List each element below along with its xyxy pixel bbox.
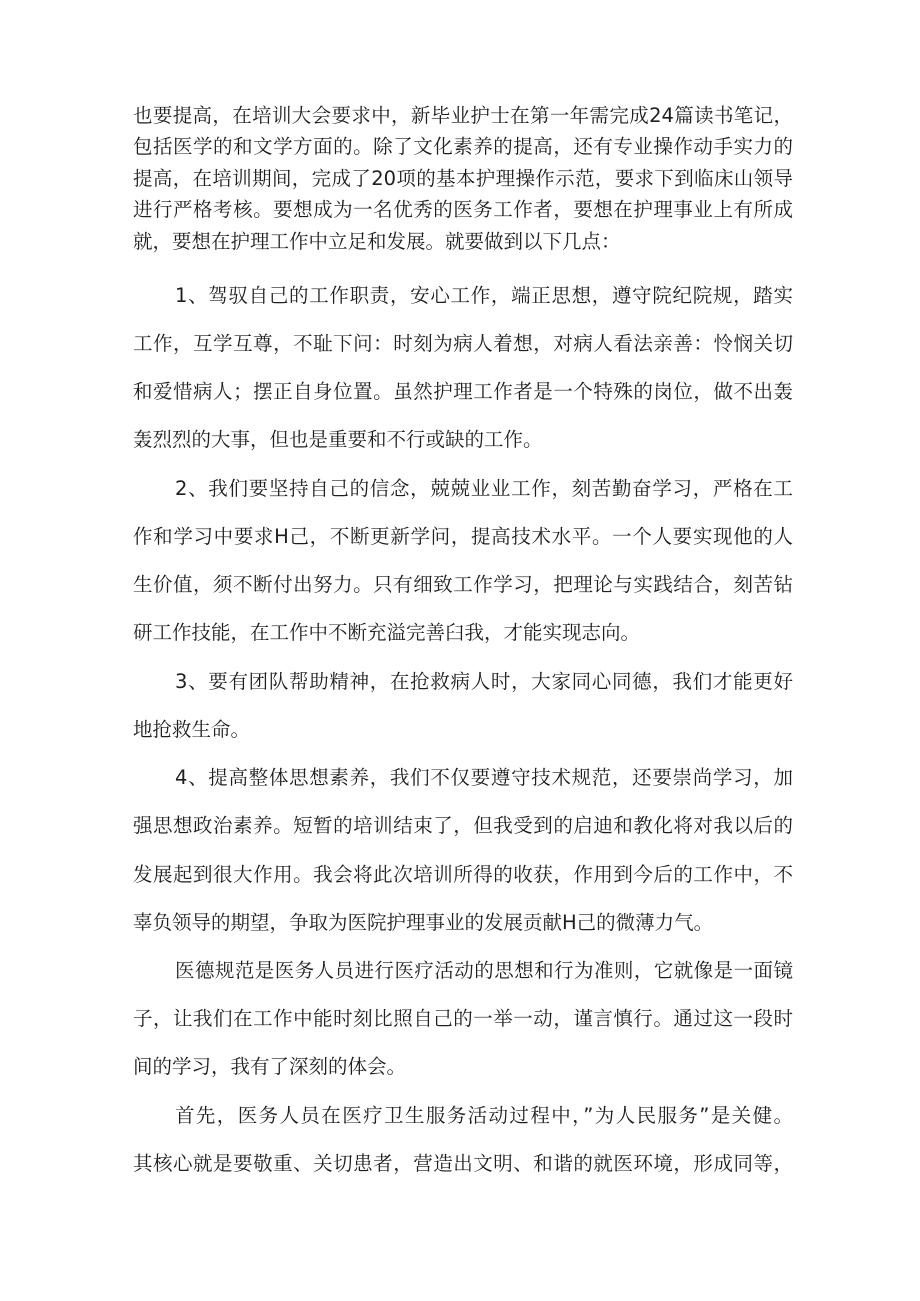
text-line: 提高，在培训期间，完成了20项的基本护理操作示范，要求下到临床山领导 <box>133 167 793 190</box>
text-line: 地抢救生命。 <box>133 718 251 741</box>
list-item-3-text: 3、要有团队帮助精神，在抢救病人时，大家同心同德，我们才能更好 <box>175 670 793 693</box>
text-line: 和爱惜病人；摆正自身位置。虽然护理工作者是一个特殊的岗位，做不出轰 <box>133 380 793 403</box>
text-line: 发展起到很大作用。我会将此次培训所得的收获，作用到今后的工作中，不 <box>133 863 793 886</box>
text-line: 辜负领导的期望，争取为医院护理事业的发展贡献H己的微薄力气。 <box>133 911 714 934</box>
text-line: 间的学习，我有了深刻的体会。 <box>133 1055 407 1078</box>
text-line: 作和学习中要求H己，不断更新学问，提高技术水平。一个人要实现他的人 <box>133 525 793 548</box>
text-line: 就，要想在护理工作中立足和发展。就要做到以下几点： <box>133 230 621 253</box>
text-line: 工作，互学互尊，不耻下问：时刻为病人着想，对病人看法亲善：怜悯关切 <box>133 332 793 355</box>
text-line: 也要提高，在培训大会要求中，新毕业护士在第一年需完成24篇读书笔记， <box>133 104 793 127</box>
text-line: 强思想政治素养。短暂的培训结束了，但我受到的启迪和教化将对我以后的 <box>133 814 793 837</box>
list-item-4-text: 4、提高整体思想素养，我们不仅要遵守技术规范，还要崇尚学习，加 <box>175 766 793 789</box>
text-line: 研工作技能，在工作中不断充溢完善臼我，才能实现志向。 <box>133 621 641 644</box>
text-line: 子，让我们在工作中能时刻比照自己的一举一动，谨言慎行。通过这一段时 <box>133 1007 793 1030</box>
text-line: 进行严格考核。要想成为一名优秀的医务工作者，要想在护理事业上有所成 <box>133 198 793 221</box>
list-item-1-text: 1、驾驭自己的工作职责，安心工作，端正思想，遵守院纪院规，踏实 <box>175 284 793 307</box>
paragraph-text: 首先，医务人员在医疗卫生服务活动过程中，”为人民服务”是关健。 <box>175 1104 793 1127</box>
list-item-2-text: 2、我们要坚持自己的信念，兢兢业业工作，刻苦勤奋学习，严格在工 <box>175 477 793 500</box>
text-line: 其核心就是要敬重、关切患者，营造出文明、和谐的就医环境，形成同等， <box>133 1152 793 1175</box>
paragraph-text: 医德规范是医务人员进行医疗活动的思想和行为准则，它就像是一面镜 <box>175 959 793 982</box>
text-line: 包括医学的和文学方面的。除了文化素养的提高，还有专业操作动手实力的 <box>133 135 793 158</box>
text-line: 轰烈烈的大事，但也是重要和不行或缺的工作。 <box>133 428 543 451</box>
text-line: 生价值，须不断付出努力。只有细致工作学习，把理论与实践结合，刻苦钻 <box>133 573 793 596</box>
